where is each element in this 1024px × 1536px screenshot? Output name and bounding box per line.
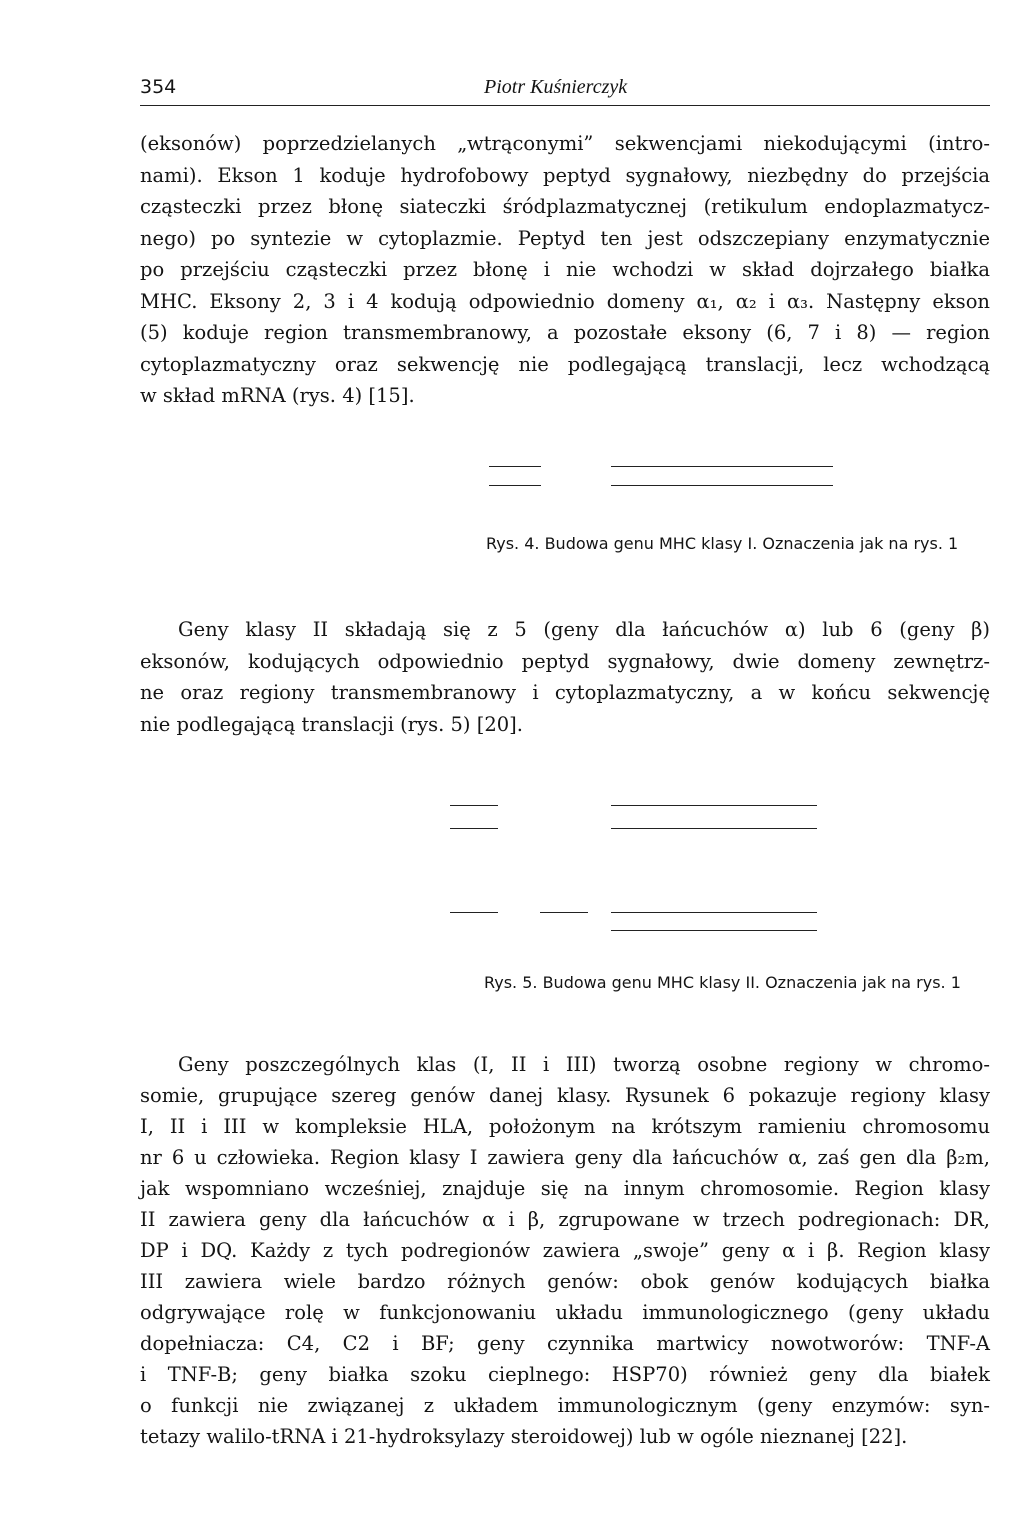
text-line: DP i DQ. Każdy z tych podregionów zawiera „swoje” geny α i β. Region klasy [140, 1239, 990, 1262]
text-line: tetazy walilo-tRNA i 21-hydroksylazy steroidowej) lub w ogóle nieznanej [22]. [140, 1425, 908, 1448]
exon-line [489, 466, 541, 467]
page-number: 354 [140, 76, 177, 98]
text-line: nr 6 u człowieka. Region klasy I zawiera geny dla łańcuchów α, zaś gen dla β₂m, [140, 1146, 990, 1169]
text-line: (eksonów) poprzedzielanych „wtrąconymi” sekwencjami niekodującymi (intro- [140, 132, 990, 155]
exon-line [450, 805, 498, 806]
text-line: II zawiera geny dla łańcuchów α i β, zgrupowane w trzech podregionach: DR, [140, 1208, 990, 1231]
exon-line [611, 912, 817, 913]
figure-4-caption: Rys. 4. Budowa genu MHC klasy I. Oznaczenia jak na rys. 1 [486, 534, 959, 553]
paragraph-exon-structure [140, 128, 990, 412]
text-line: nie podlegającą translacji (rys. 5) [20]. [140, 712, 523, 736]
text-line: somie, grupujące szereg genów danej klasy. Rysunek 6 pokazuje regiony klasy [140, 1084, 990, 1107]
exon-line [540, 912, 588, 913]
text-line: ne oraz regiony transmembranowy i cytoplazmatyczny, a w końcu sekwencję [140, 681, 990, 704]
text-line: nami). Ekson 1 koduje hydrofobowy peptyd sygnałowy, niezbędny do przejścia [140, 163, 990, 187]
text-line: I, II i III w kompleksie HLA, położonym na krótszym ramieniu chromosomu [140, 1115, 990, 1138]
text-line: cytoplazmatyczny oraz sekwencję nie podlegającą translacji, lecz wchodzącą [140, 352, 990, 376]
text-line: III zawiera wiele bardzo różnych genów: obok genów kodujących białka [140, 1270, 990, 1293]
header-rule [140, 105, 990, 106]
exon-line [611, 828, 817, 829]
text-line: nego) po syntezie w cytoplazmie. Peptyd ten jest odszczepiany enzymatycznie [140, 226, 990, 250]
exon-line [611, 485, 833, 486]
figure-5-diagram [0, 0, 1024, 1]
text-line: MHC. Eksony 2, 3 i 4 kodują odpowiednio domeny α₁, α₂ i α₃. Następny ekson [140, 289, 990, 313]
running-head-author: Piotr Kuśnierczyk [484, 76, 628, 98]
text-line: cząsteczki przez błonę siateczki śródplazmatycznej (retikulum endoplazmatycz- [140, 195, 990, 218]
text-line: jak wspomniano wcześniej, znajduje się na innym chromosomie. Region klasy [140, 1177, 990, 1200]
exon-line [489, 485, 541, 486]
text-line: Geny poszczególnych klas (I, II i III) tworzą osobne regiony w chromo- [178, 1053, 990, 1076]
exon-line [450, 828, 498, 829]
text-line: Geny klasy II składają się z 5 (geny dla łańcuchów α) lub 6 (geny β) [178, 618, 990, 641]
exon-line [611, 466, 833, 467]
figure-5-caption: Rys. 5. Budowa genu MHC klasy II. Oznaczenia jak na rys. 1 [484, 973, 961, 992]
paragraph-class-ii-genes [140, 614, 990, 740]
text-line: dopełniacza: C4, C2 i BF; geny czynnika martwicy nowotworów: TNF-A [140, 1332, 990, 1355]
paragraph-hla-regions [140, 1049, 990, 1452]
text-line: w skład mRNA (rys. 4) [15]. [140, 384, 415, 407]
exon-line [611, 805, 817, 806]
text-line: i TNF-B; geny białka szoku cieplnego: HSP70) również geny dla białek [140, 1363, 990, 1386]
text-line: odgrywające rolę w funkcjonowaniu układu immunologicznego (geny układu [140, 1301, 990, 1324]
text-line: (5) koduje region transmembranowy, a pozostałe eksony (6, 7 i 8) — region [140, 321, 990, 344]
text-line: po przejściu cząsteczki przez błonę i nie wchodzi w skład dojrzałego białka [140, 258, 990, 281]
text-line: o funkcji nie związanej z układem immunologicznym (geny enzymów: syn- [140, 1394, 990, 1417]
text-line: eksonów, kodujących odpowiednio peptyd sygnałowy, dwie domeny zewnętrz- [140, 649, 990, 673]
exon-line [450, 912, 498, 913]
exon-line [611, 930, 817, 931]
